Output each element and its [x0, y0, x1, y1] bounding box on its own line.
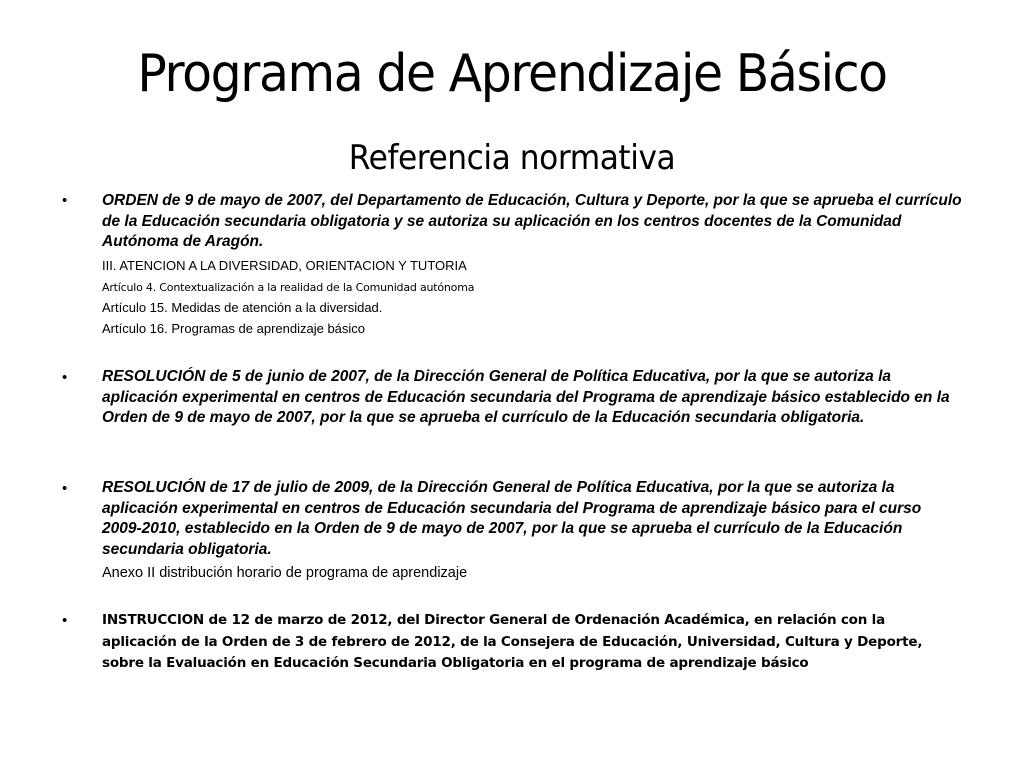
- bullet-icon: •: [62, 480, 68, 497]
- sub-item-articulo-4: Artículo 4. Contextualización a la realidad de la Comunidad autónoma: [102, 281, 475, 294]
- orden-text: ORDEN de 9 de mayo de 2007, del Departamento de Educación, Cultura y Deporte, por la que se aprueba el currículo de la Educación secundaria obligatoria y se autoriza su aplicación en los centros docentes de la Comunidad Autónoma de Aragón.: [102, 192, 962, 250]
- regulation-list: [0, 190, 1024, 760]
- bullet-icon: •: [62, 612, 68, 629]
- slide-title: Programa de Aprendizaje Básico: [137, 44, 887, 104]
- instruccion-2012-text: INSTRUCCION de 12 de marzo de 2012, del Director General de Ordenación Académica, en relación con la aplicación de la Orden de 3 de febrero de 2012, de la Consejera de Educación, Universidad, Cultura y Deporte, sobre la Evaluación en Educación Secundaria Obligatoria en el programa de aprendizaje básico: [102, 612, 923, 671]
- resolucion-2009-text: RESOLUCIÓN de 17 de julio de 2009, de la Dirección General de Política Educativa, por la que se autoriza la aplicación experimental en centros de Educación secundaria del Programa de aprendizaje básico para el curso 2009-2010, establecido en la Orden de 9 de mayo de 2007, por la que se aprueba el currículo de la Educación secundaria obligatoria.: [102, 479, 922, 558]
- sub-item-articulo-15: Artículo 15. Medidas de atención a la diversidad.: [102, 300, 383, 315]
- resolucion-2007-text: RESOLUCIÓN de 5 de junio de 2007, de la Dirección General de Política Educativa, por la que se autoriza la aplicación experimental en centros de Educación secundaria del Programa de aprendizaje básico establecido en la Orden de 9 de mayo de 2007, por la que se aprueba el currículo de la Educación secundaria obligatoria.: [102, 368, 950, 426]
- sub-item-atencion-diversidad: III. ATENCION A LA DIVERSIDAD, ORIENTACION Y TUTORIA: [102, 258, 467, 273]
- sub-item-articulo-16: Artículo 16. Programas de aprendizaje básico: [102, 321, 366, 336]
- slide-subtitle: Referencia normativa: [348, 138, 676, 178]
- sub-item-anexo-ii: Anexo II distribución horario de programa de aprendizaje: [102, 565, 468, 581]
- bullet-icon: •: [62, 192, 68, 209]
- bullet-icon: •: [62, 369, 68, 386]
